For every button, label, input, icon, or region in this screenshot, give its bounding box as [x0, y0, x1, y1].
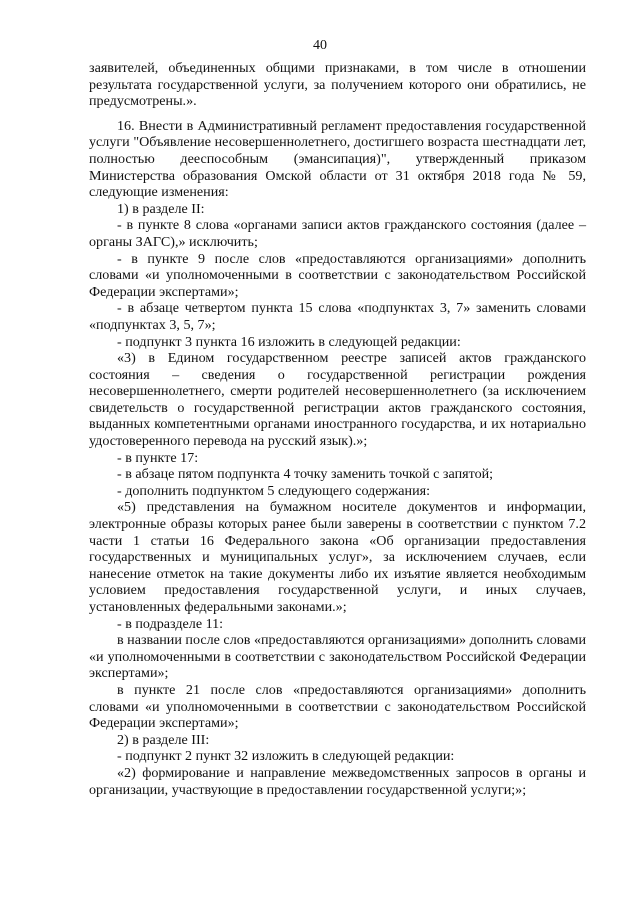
paragraph: - подпункт 3 пункта 16 изложить в следующей редакции: — [117, 333, 461, 350]
paragraph: заявителей, объединенных общими признаками, в том числе в отношении результата государственной услуги, за получением которого они обратились, не предусмотрены.». — [89, 60, 586, 110]
document-body — [89, 60, 586, 798]
paragraph: - дополнить подпунктом 5 следующего содержания: — [117, 482, 431, 499]
paragraph: «3) в Едином государственном реестре записей актов гражданского состояния – сведения о государственной регистрации рождения несовершеннолетнего, смерти родителей несовершеннолетнего (за исключением свидетельств о государственной регистрации актов гражданского состояния, выданных компетентными органами иностранного государства, и их нотариально удостоверенного перевода на русский язык).»; — [89, 350, 586, 450]
paragraph: - в пункте 9 после слов «предоставляются организациями» дополнить словами «и уполномоченными в соответствии с законодательством Российской Федерации экспертами»; — [89, 250, 586, 300]
paragraph: - подпункт 2 пункт 32 изложить в следующей редакции: — [117, 748, 455, 765]
paragraph: «5) представления на бумажном носителе документов и информации, электронные образы которых ранее были заверены в соответствии с пунктом 7.2 части 1 статьи 16 Федерального закона «Об организации предоставления государственных и муниципальных услуг», за исключением случаев, если нанесение отметок на такие документы либо их изъятие является необходимым условием предоставления государственной услуги, и иных случаев, установленных федеральными законами.»; — [89, 499, 586, 615]
paragraph: «2) формирование и направление межведомственных запросов в органы и организации, участвующие в предоставлении государственной услуги;»; — [89, 764, 586, 798]
paragraph: в пункте 21 после слов «предоставляются организациями» дополнить словами «и уполномоченными в соответствии с законодательством Российской Федерации экспертами»; — [89, 681, 586, 732]
paragraph: 16. Внести в Административный регламент предоставления государственной услуги "Объявление несовершеннолетнего, достигшего возраста шестнадцати лет, полностью дееспособным (эмансипация)", утвержденный приказом Министерства образования Омской области от 31 октября 2018 года № 59, следующие изменения: — [89, 117, 586, 201]
paragraph: 2) в разделе III: — [117, 731, 210, 748]
paragraph: в названии после слов «предоставляются организациями» дополнить словами «и уполномоченными в соответствии с законодательством Российской Федерации экспертами»; — [89, 632, 586, 682]
paragraph: - в подразделе 11: — [117, 615, 224, 632]
paragraph: - в абзаце пятом подпункта 4 точку заменить точкой с запятой; — [117, 466, 494, 483]
paragraph: - в абзаце четвертом пункта 15 слова «подпунктах 3, 7» заменить словами «подпунктах 3, 5, 7»; — [89, 300, 586, 333]
paragraph: 1) в разделе II: — [117, 200, 205, 217]
paragraph: - в пункте 8 слова «органами записи актов гражданского состояния (далее – органы ЗАГС),» исключить; — [89, 217, 586, 250]
paragraph: - в пункте 17: — [117, 449, 199, 466]
page-number: 40 — [313, 38, 327, 53]
